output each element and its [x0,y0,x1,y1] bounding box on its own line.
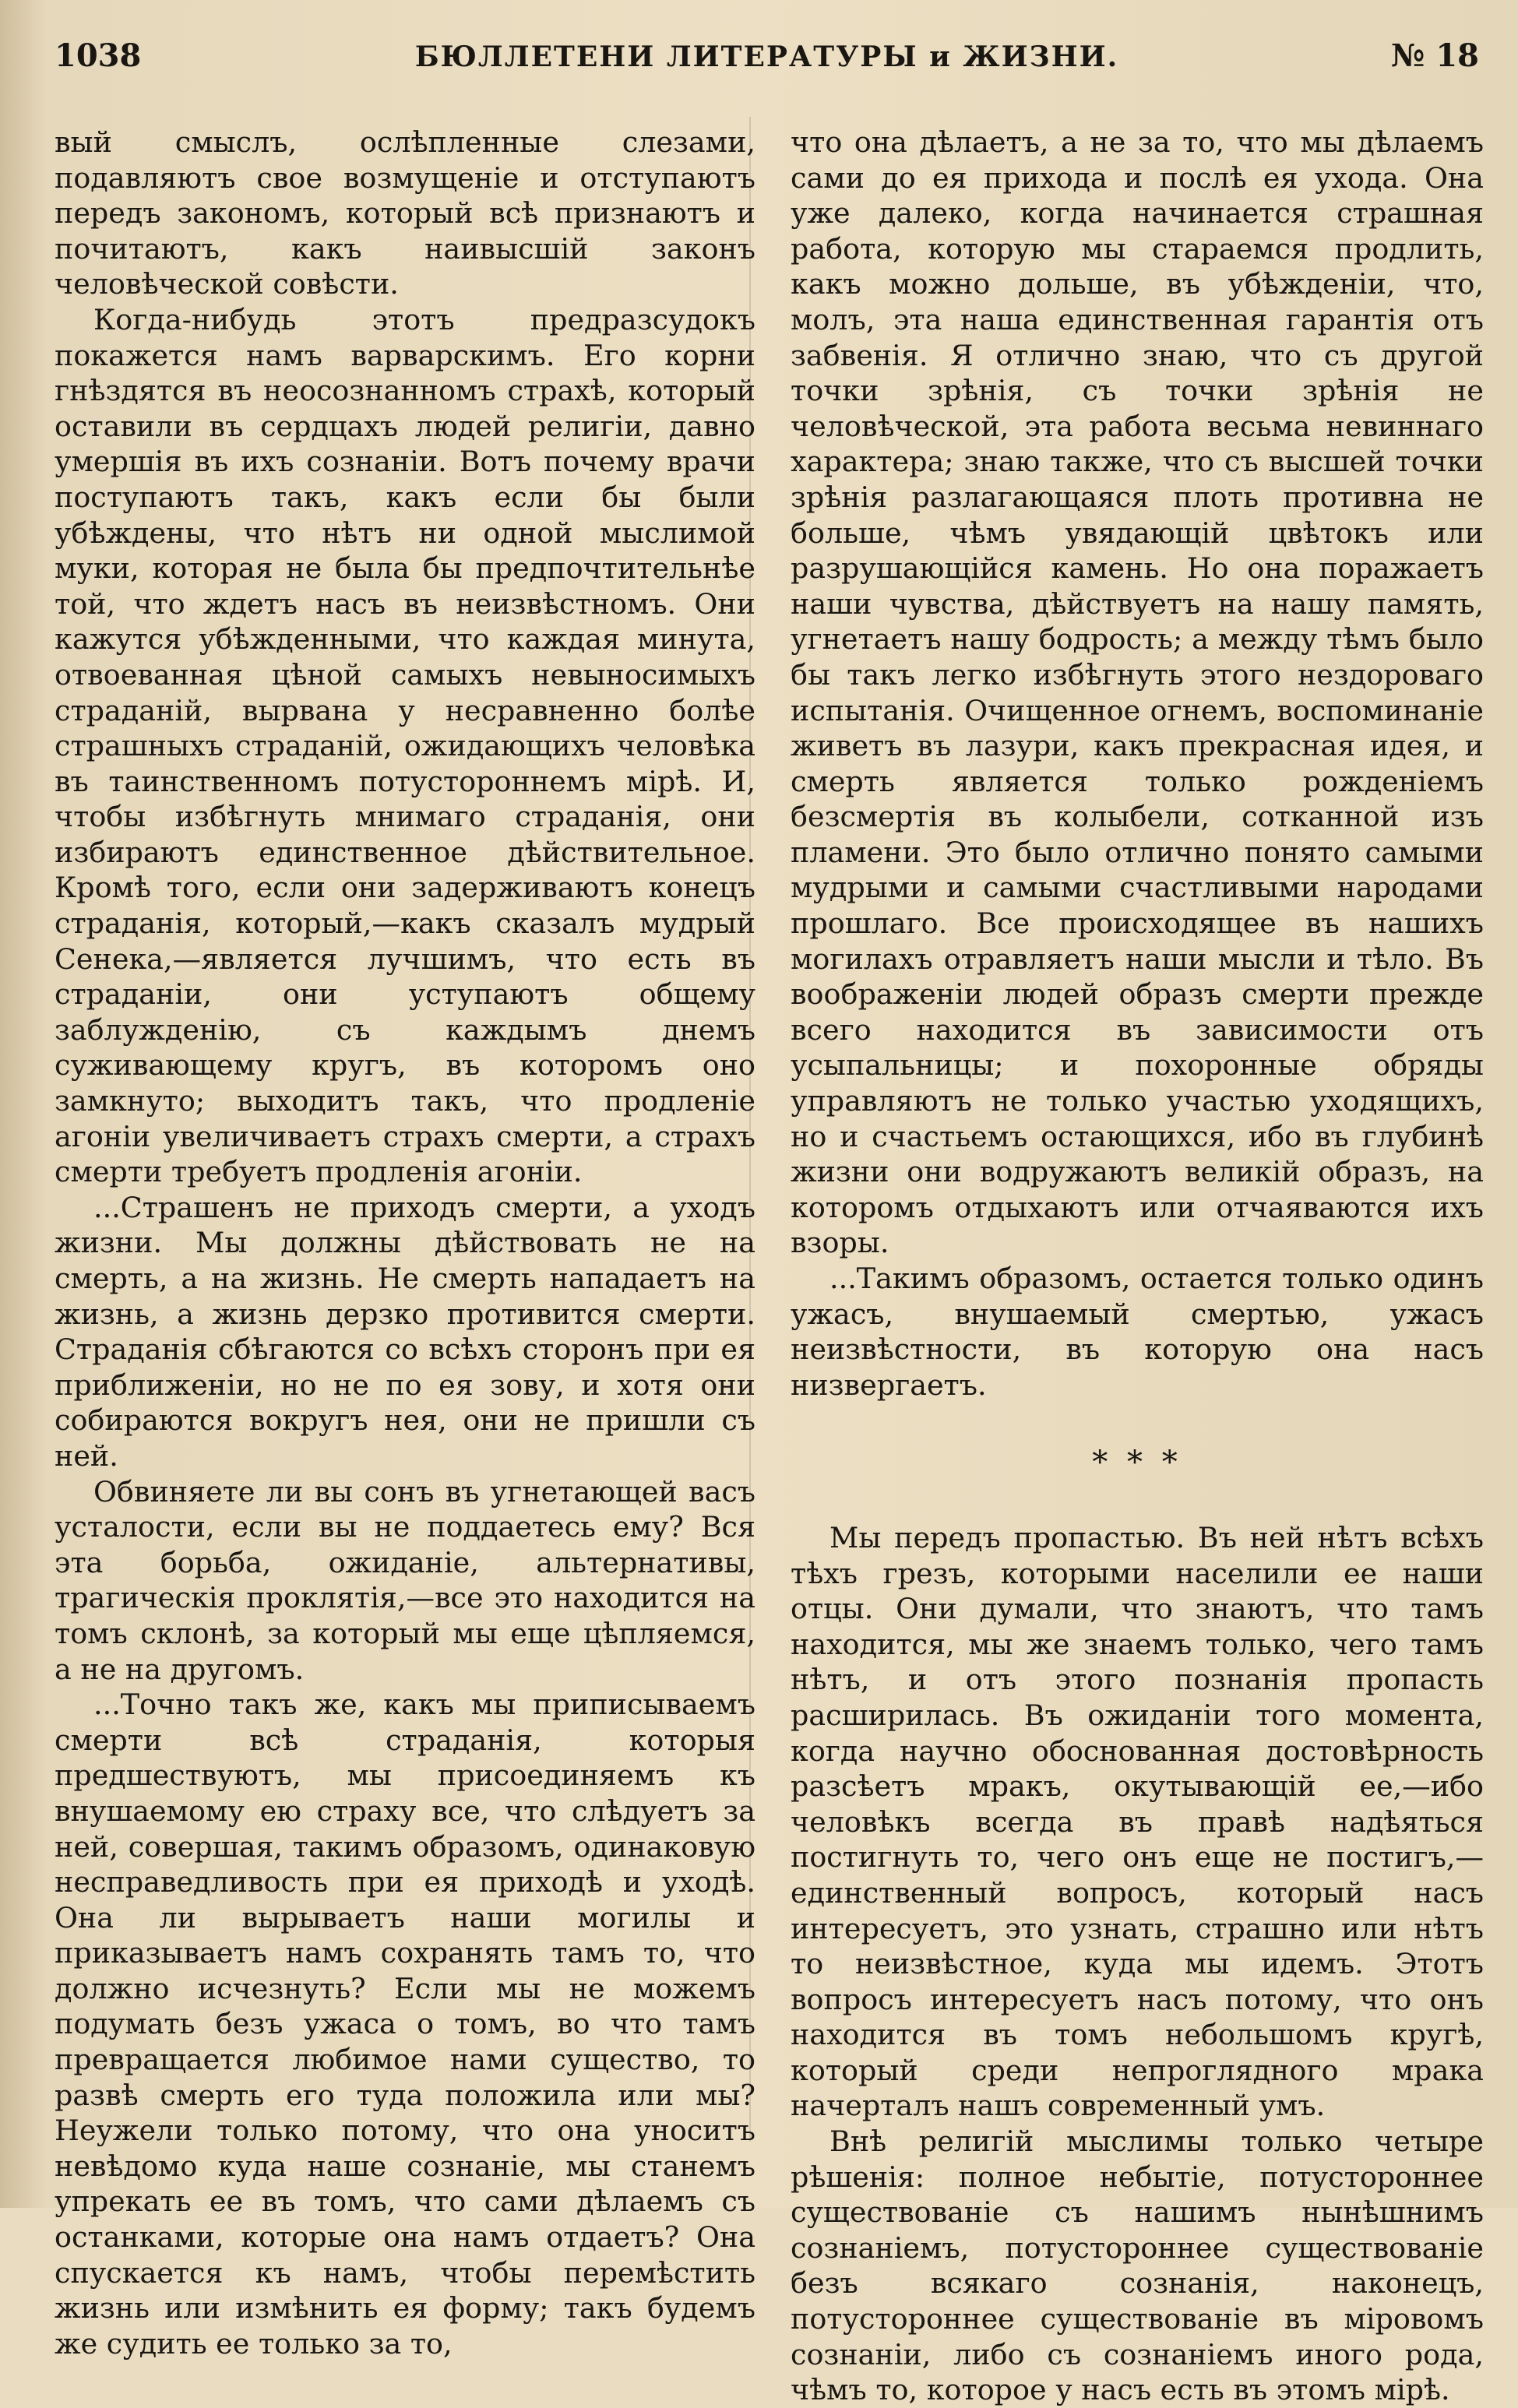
paragraph: что она дѣлаетъ, а не за то, что мы дѣлаемъ сами до ея прихода и послѣ ея ухода. Она уже далеко, когда начинается страшная работа, которую мы стараемся продлить, какъ можно дольше, въ убѣжденіи, что, молъ, эта наша единственная гарантія отъ забвенія. Я отлично знаю, что съ другой точки зрѣнія, съ точки зрѣнія не человѣческой, эта работа весьма невиннаго характера; знаю также, что съ высшей точки зрѣнія разлагающаяся плоть противна не больше, чѣмъ увядающій цвѣтокъ или разрушающійся камень. Но она поражаетъ наши чувства, дѣйствуетъ на нашу память, угнетаетъ нашу бодрость; а между тѣмъ было бы такъ легко избѣгнуть этого нездороваго испытанія. Очищенное огнемъ, воспоминаніе живетъ въ лазури, какъ прекрасная идея, и смерть является только рожденіемъ безсмертія въ колыбели, сотканной изъ пламени. Это было отлично понято самыми мудрыми и самыми счастливыми народами прошлаго. Все происходящее въ нашихъ могилахъ отравляетъ наши мысли и тѣло. Въ воображеніи людей образъ смерти прежде всего находится въ зависимости отъ усыпальницы; и похоронные обряды управляютъ не только участью уходящихъ, но и счастьемъ остающихся, ибо въ глубинѣ жизни они водружаютъ великій образъ, на которомъ отдыхаютъ или отчаяваются ихъ взоры. [791,125,1484,1260]
paragraph: Когда-нибудь этотъ предразсудокъ покажется намъ варварскимъ. Его корни гнѣздятся въ неосознанномъ страхѣ, который оставили въ сердцахъ людей религіи, давно умершія въ ихъ сознаніи. Вотъ почему врачи поступаютъ такъ, какъ если бы были убѣждены, что нѣтъ ни одной мыслимой муки, которая не была бы предпочтительнѣе той, что ждетъ насъ въ неизвѣстномъ. Они кажутся убѣжденными, что каждая минута, отвоеванная цѣной самыхъ невыносимыхъ страданій, вырвана у несравненно болѣе страшныхъ страданій, ожидающихъ человѣка въ таинственномъ потустороннемъ мірѣ. И, чтобы избѣгнуть мнимаго страданія, они избираютъ единственное дѣйствительное. Кромѣ того, если они задерживаютъ конецъ страданія, который,—какъ сказалъ мудрый Сенека,—является лучшимъ, что есть въ страданіи, они уступаютъ общему заблужденію, съ каждымъ днемъ суживающему кругъ, въ которомъ оно замкнуто; выходитъ такъ, что продленіе агоніи увеличиваетъ страхъ смерти, а страхъ смерти требуетъ продленія агоніи. [55,302,755,1189]
journal-title: БЮЛЛЕТЕНИ ЛИТЕРАТУРЫ и ЖИЗНИ. [414,40,1119,73]
right-column [791,125,1484,2408]
paragraph: вый смыслъ, ослѣпленные слезами, подавляютъ свое возмущеніе и отступаютъ передъ закономъ, который всѣ признаютъ и почитаютъ, какъ наивысшій законъ человѣческой совѣсти. [55,125,755,301]
section-separator: * * * [1092,1445,1182,1481]
paragraph: Мы передъ пропастью. Въ ней нѣтъ всѣхъ тѣхъ грезъ, которыми населили ее наши отцы. Они думали, что знаютъ, что тамъ находится, мы же знаемъ только, чего тамъ нѣтъ, и отъ этого познанія пропасть расширилась. Въ ожиданіи того момента, когда научно обоснованная достовѣрность разсѣетъ мракъ, окутывающій ее,—ибо человѣкъ всегда въ правѣ надѣяться постигнуть то, чего онъ еще не постигъ,—единственный вопросъ, который насъ интересуетъ, это узнать, страшно или нѣтъ то неизвѣстное, куда мы идемъ. Этотъ вопросъ интересуетъ насъ потому, что онъ находится въ томъ небольшомъ кругѣ, который среди непроглядного мрака начерталъ нашъ современный умъ. [791,1520,1484,2123]
paragraph: Внѣ религій мыслимы только четыре рѣшенія: полное небытіе, потустороннее существованіе съ нашимъ нынѣшнимъ сознаніемъ, потустороннее существованіе безъ всякаго сознанія, наконецъ, потустороннее существованіе въ міровомъ сознаніи, либо съ сознаніемъ иного рода, чѣмъ то, которое у насъ есть въ этомъ мірѣ. [791,2125,1484,2407]
paragraph: ...Такимъ образомъ, остается только одинъ ужасъ, внушаемый смертью, ужасъ неизвѣстности, въ которую она насъ низвергаетъ. [791,1262,1484,1402]
paragraph: ...Страшенъ не приходъ смерти, а уходъ жизни. Мы должны дѣйствовать не на смерть, а на жизнь. Не смерть нападаетъ на жизнь, а жизнь дерзко противится смерти. Страданія сбѣгаются со всѣхъ сторонъ при ея приближеніи, но не по ея зову, и хотя они собираются вокругъ нея, они не пришли съ ней. [55,1190,755,1473]
paragraph: Обвиняете ли вы сонъ въ угнетающей васъ усталости, если вы не поддаетесь ему? Вся эта борьба, ожиданіе, альтернативы, трагическія проклятія,—все это находится на томъ склонѣ, за который мы еще цѣпляемся, а не на другомъ. [55,1474,755,1686]
paragraph: ...Точно такъ же, какъ мы приписываемъ смерти всѣ страданія, которыя предшествуютъ, мы присоединяемъ къ внушаемому ею страху все, что слѣдуетъ за ней, совершая, такимъ образомъ, одинаковую несправедливость при ея приходѣ и уходѣ. Она ли вырываетъ наши могилы и приказываетъ намъ сохранять тамъ то, что должно исчезнуть? Если мы не можемъ подумать безъ ужаса о томъ, во что тамъ превращается любимое нами существо, то развѣ смерть его туда положила или мы? Неужели только потому, что она уноситъ невѣдомо куда наше сознаніе, мы станемъ упрекать ее въ томъ, что сами дѣлаемъ съ останками, которые она намъ отдаетъ? Она спускается къ намъ, чтобы перемѣстить жизнь или измѣнить ея форму; такъ будемъ же судить ее только за то, [55,1688,755,2360]
running-header [55,30,1479,84]
page-number: 1038 [55,37,142,74]
issue-number: № 18 [1390,37,1479,74]
left-column [55,125,755,2361]
